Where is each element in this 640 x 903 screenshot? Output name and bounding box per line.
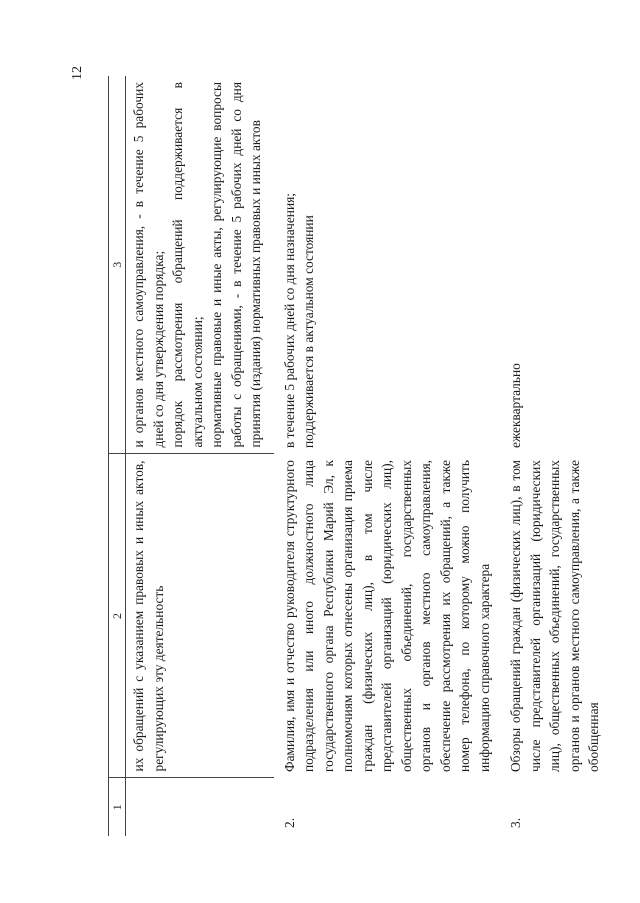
table-row	[126, 76, 274, 836]
row-deadline	[500, 76, 610, 454]
column-header-3: 3	[109, 76, 126, 454]
table-header-row	[109, 76, 126, 836]
table-row	[500, 76, 610, 836]
row-number: 3.	[508, 817, 523, 828]
table-row	[274, 76, 501, 836]
information-table	[108, 76, 610, 836]
column-header-2: 2	[109, 454, 126, 778]
deadline-line: ежеквартально	[508, 363, 523, 448]
deadline-line: порядок рассмотрения обращений поддерживается в актуальном состоянии;	[170, 82, 205, 448]
row-deadline	[274, 76, 501, 454]
column-header-1: 1	[109, 778, 126, 836]
deadline-line: и органов местного самоуправления, - в течение 5 рабочих дней со дня утверждения порядка;	[131, 82, 166, 448]
row-description: Фамилия, имя и отчество руководителя структурного подразделения или иного должностного лица государственного органа Республики Марий Эл, к полномочиям которых отнесены организация приема граждан (физических лиц), в том числе представителей организаций (юридических лиц), общественных объединений, государственных органов и органов местного самоуправления, обеспечение рассмотрения их обращений, а также номер телефона, по которому можно получить информацию справочного характера	[281, 460, 492, 772]
deadline-line: поддерживается в актуальном состоянии	[301, 215, 316, 448]
page-number: 12	[70, 66, 85, 80]
row-deadline	[126, 76, 274, 454]
row-number	[126, 778, 274, 836]
deadline-line: нормативные правовые и иные акты, регулирующие вопросы работы с обращениями, - в течение 5 рабочих дней со дня принятия (издания) нормативных правовых и иных актов	[209, 82, 263, 448]
row-number: 2.	[281, 817, 297, 828]
row-description: их обращений с указанием правовых и иных актов, регулирующих эту деятельность	[126, 454, 274, 778]
deadline-line: в течение 5 рабочих дней со дня назначения;	[281, 193, 297, 448]
row-description: Обзоры обращений граждан (физических лиц), в том числе представителей организаций (юридических лиц), общественных объединений, государственных органов и органов местного самоуправления, а также обобщенная	[508, 460, 601, 772]
rotated-document-table	[108, 76, 601, 836]
